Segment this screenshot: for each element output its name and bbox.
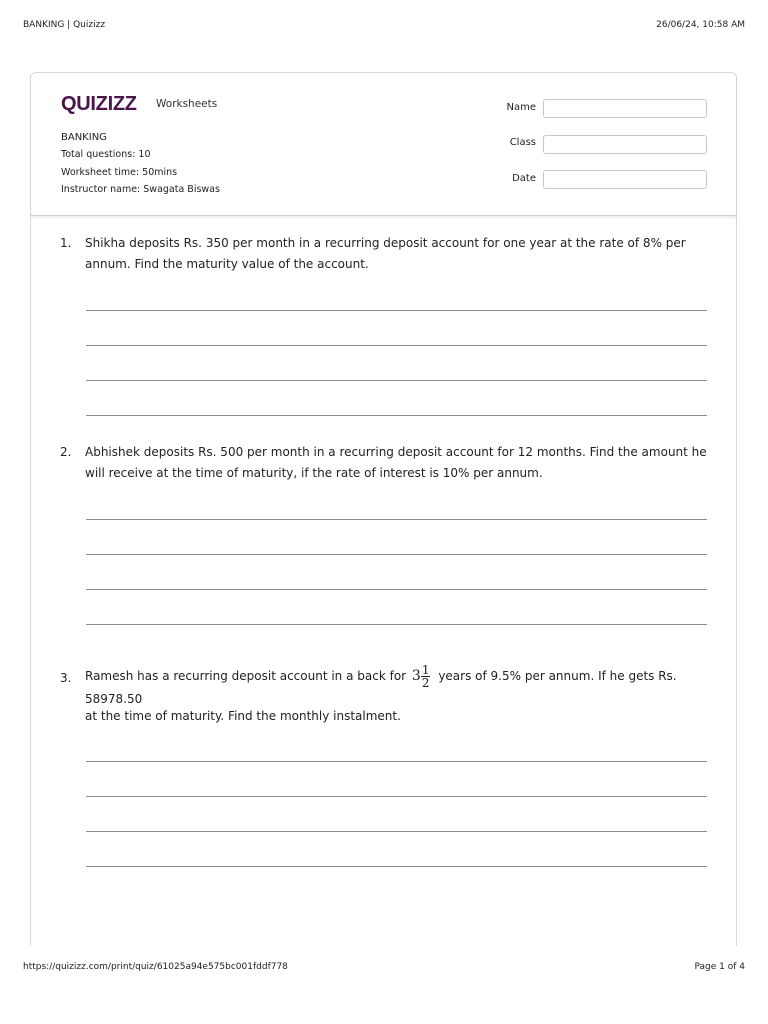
fraction-denominator: 2 (421, 676, 430, 690)
date-label: Date (512, 173, 536, 184)
worksheet-time: Worksheet time: 50mins (61, 166, 178, 178)
question-text: Abhishek deposits Rs. 500 per month in a recurring deposit account for 12 months. Find the amount he will receive at the time of maturity, if the rate of interest is 10% per annum. (85, 445, 707, 480)
worksheets-label: Worksheets (156, 98, 218, 110)
instructor-name: Instructor name: Swagata Biswas (61, 183, 220, 195)
answer-line[interactable] (86, 624, 707, 625)
question-text-before: Ramesh has a recurring deposit account in a back for (85, 669, 407, 683)
page-number: Page 1 of 4 (694, 962, 745, 972)
print-url: https://quizizz.com/print/quiz/61025a94e575bc001fddf778 (23, 962, 288, 972)
svg-text:QUIZIZZ: QUIZIZZ (61, 93, 137, 115)
mixed-fraction (412, 664, 431, 689)
fraction-numerator: 1 (421, 663, 430, 677)
fraction-whole: 3 (411, 668, 421, 684)
name-label: Name (506, 102, 536, 113)
worksheet-title: BANKING (61, 132, 107, 143)
answer-line[interactable] (86, 310, 707, 311)
quizizz-logo-icon (61, 91, 145, 115)
answer-line[interactable] (86, 380, 707, 381)
question-number: 2. (60, 445, 72, 459)
print-datetime: 26/06/24, 10:58 AM (656, 20, 745, 30)
answer-line[interactable] (86, 796, 707, 797)
class-label: Class (509, 137, 536, 148)
worksheet-header (31, 73, 736, 216)
worksheet-meta (61, 129, 220, 198)
question-text (85, 664, 710, 710)
class-field[interactable] (543, 135, 707, 154)
quizizz-logo (61, 91, 145, 115)
question-number: 3. (60, 671, 72, 685)
answer-line[interactable] (86, 866, 707, 867)
question-text: Shikha deposits Rs. 350 per month in a recurring deposit account for one year at the rate of 8% per annum. Find the maturity value of the account. (85, 236, 686, 271)
question-number: 1. (60, 236, 72, 250)
worksheet-sheet (30, 72, 737, 946)
print-page-title: BANKING | Quizizz (23, 20, 106, 30)
question-text-after: years of 9.5% per annum. If he gets Rs. 58978.50 (85, 669, 677, 706)
answer-line[interactable] (86, 554, 707, 555)
question-text-line2: at the time of maturity. Find the monthly instalment. (85, 709, 401, 723)
date-field[interactable] (543, 170, 707, 189)
name-field[interactable] (543, 99, 707, 118)
answer-line[interactable] (86, 761, 707, 762)
answer-line[interactable] (86, 589, 707, 590)
answer-line[interactable] (86, 519, 707, 520)
answer-line[interactable] (86, 831, 707, 832)
total-questions: Total questions: 10 (61, 149, 151, 161)
answer-line[interactable] (86, 345, 707, 346)
answer-line[interactable] (86, 415, 707, 416)
